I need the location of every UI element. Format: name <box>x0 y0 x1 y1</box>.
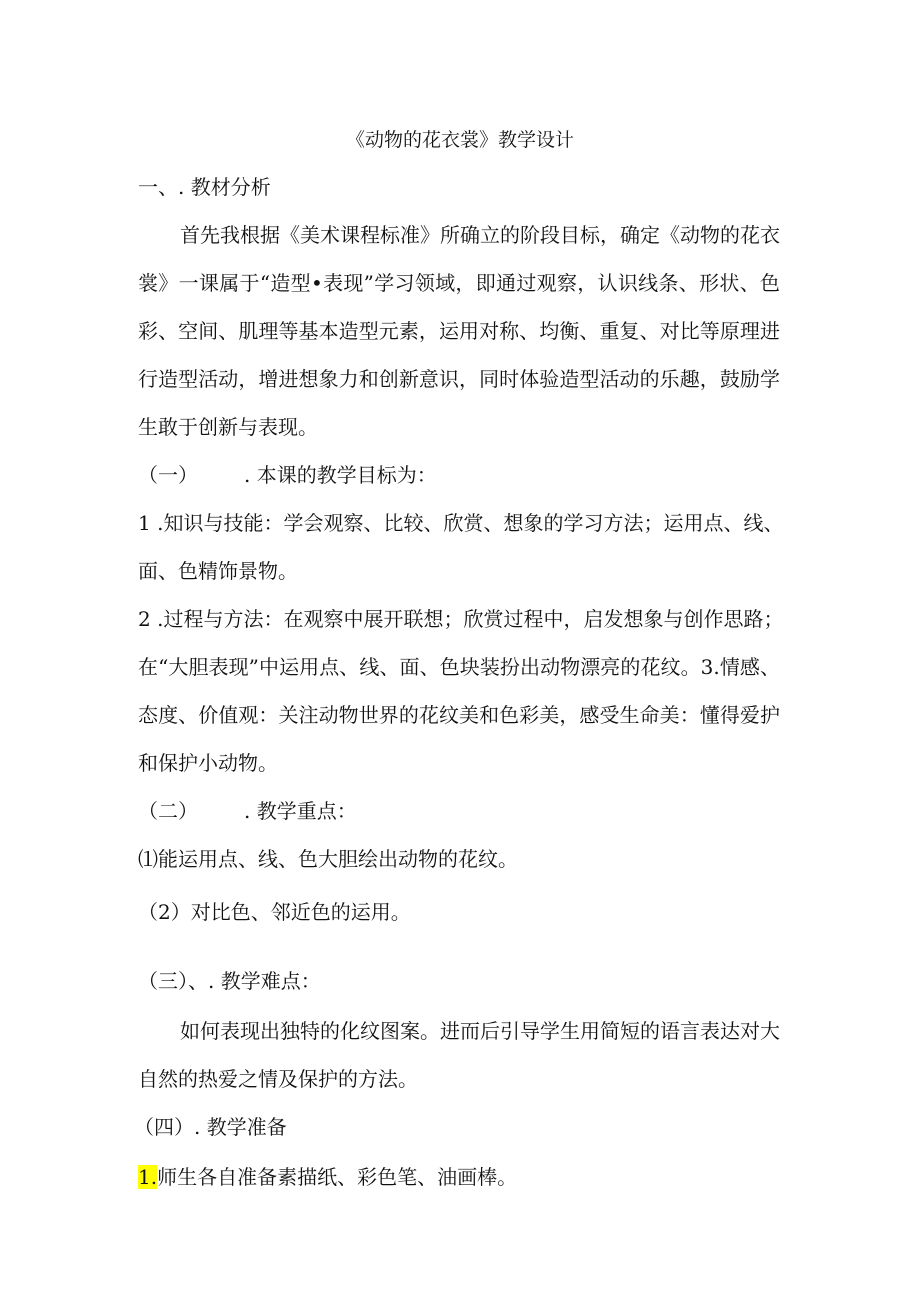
section-heading-materials: 一、. 教材分析 <box>138 175 271 199</box>
preparation-item-text: 师生各自准备素描纸、彩色笔、油画棒。 <box>157 1165 518 1189</box>
materials-paragraph-line: 首先我根据《美术课程标准》所确立的阶段目标，确定《动物的花衣 <box>180 223 780 247</box>
key-points-heading-number: （二） <box>138 799 198 823</box>
goal-item-line: 在“大胆表现”中运用点、线、面、色块装扮出动物漂亮的花纹。3.情感、 <box>138 655 780 679</box>
goals-heading-number: （一） <box>138 463 198 487</box>
difficulties-paragraph-line: 如何表现出独特的化纹图案。进而后引导学生用简短的语言表达对大 <box>180 1019 780 1043</box>
key-point-item: ⑴能运用点、线、色大胆绘出动物的花纹。 <box>138 847 518 871</box>
goal-item-line: 2 .过程与方法：在观察中展开联想；欣赏过程中，启发想象与创作思路； <box>138 607 784 631</box>
materials-paragraph-line: 生敢于创新与表现。 <box>138 415 318 439</box>
preparation-item <box>138 1163 517 1191</box>
goal-item-line: 态度、价值观：关注动物世界的花纹美和色彩美，感受生命美：懂得爱护 <box>138 703 780 727</box>
goal-item-line: 1 .知识与技能：学会观察、比较、欣赏、想象的学习方法；运用点、线、 <box>138 511 784 535</box>
difficulties-paragraph-line: 自然的热爱之情及保护的方法。 <box>138 1067 418 1091</box>
document-title: 《动物的花衣裳》教学设计 <box>345 129 574 151</box>
materials-paragraph-line: 彩、空间、肌理等基本造型元素，运用对称、均衡、重复、对比等原理进 <box>138 319 780 343</box>
goal-item-line: 面、色精饰景物。 <box>138 559 298 583</box>
key-point-item: （2）对比色、邻近色的运用。 <box>138 900 411 924</box>
goal-item-line: 和保护小动物。 <box>138 751 278 775</box>
goals-heading-text: . 本课的教学目标为： <box>244 463 437 487</box>
materials-paragraph-line: 行造型活动，增进想象力和创新意识，同时体验造型活动的乐趣，鼓励学 <box>138 367 780 391</box>
materials-paragraph-line: 裳》一课属于“造型•表现”学习领域，即通过观察，认识线条、形状、色 <box>138 271 780 295</box>
key-points-heading-text: . 教学重点： <box>244 799 357 823</box>
difficulties-heading: （三）、. 教学难点： <box>138 969 321 993</box>
preparation-item-number: 1. <box>138 1165 158 1189</box>
preparation-heading: （四）. 教学准备 <box>134 1115 287 1139</box>
